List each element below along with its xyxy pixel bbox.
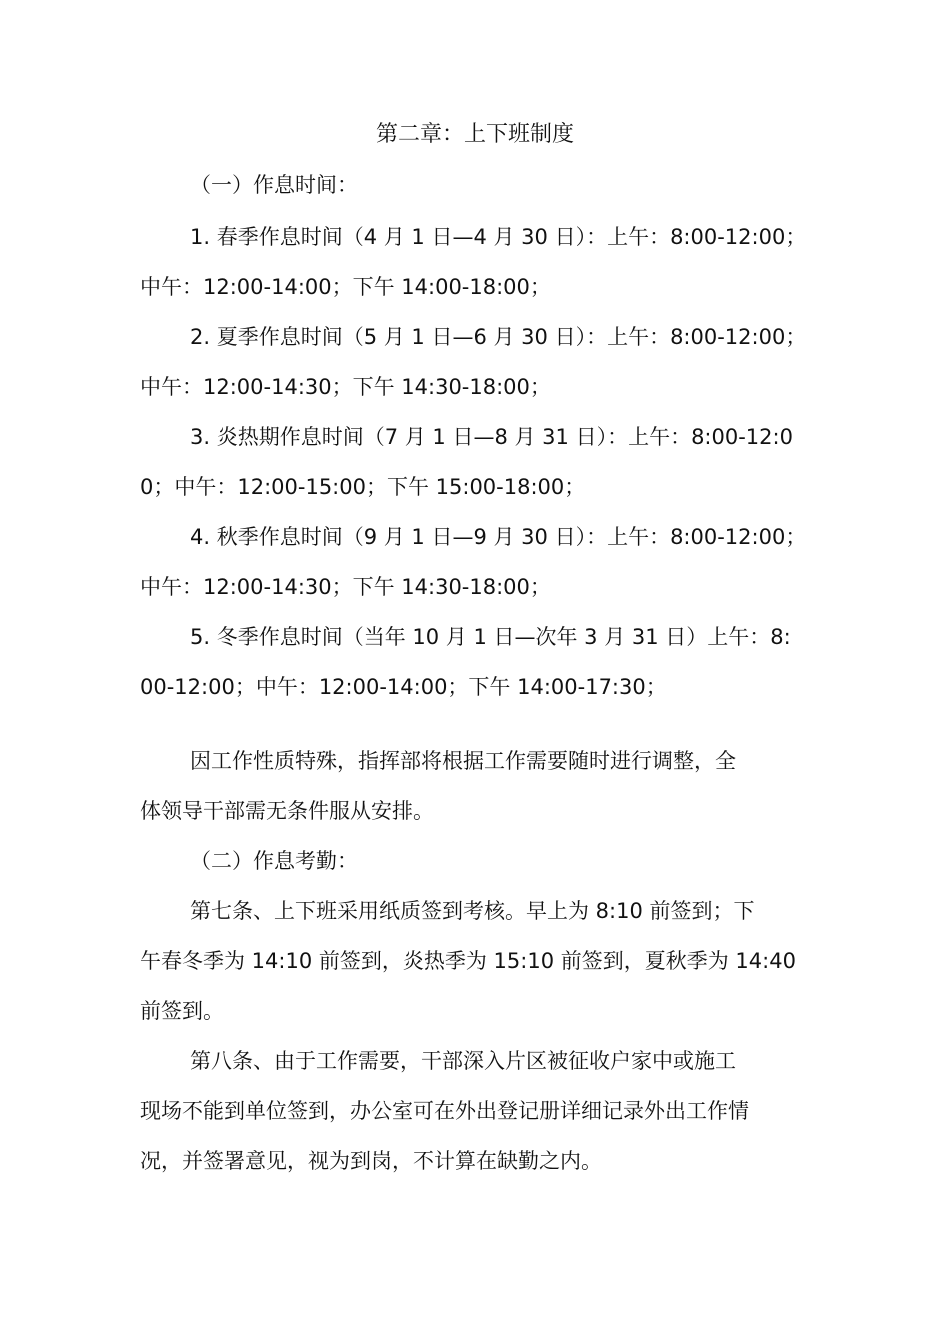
chapter-title: 第二章：上下班制度 xyxy=(375,122,574,147)
hot-season-schedule-line-2: 0；中午：12:00-15:00；下午 15:00-18:00； xyxy=(140,475,586,499)
section-heading-schedule: （一）作息时间： xyxy=(190,173,358,197)
section-heading-attendance: （二）作息考勤： xyxy=(190,849,358,873)
article-8-line-1: 第八条、由于工作需要，干部深入片区被征收户家中或施工 xyxy=(190,1049,736,1073)
summer-schedule-line-1: 2. 夏季作息时间（5 月 1 日—6 月 30 日）：上午：8:00-12:00； xyxy=(190,325,807,349)
article-7-line-2: 午春冬季为 14:10 前签到，炎热季为 15:10 前签到，夏秋季为 14:40 xyxy=(140,949,796,973)
hot-season-schedule-line-1: 3. 炎热期作息时间（7 月 1 日—8 月 31 日）：上午：8:00-12:0 xyxy=(190,425,793,449)
article-8-line-3: 况，并签署意见，视为到岗，不计算在缺勤之内。 xyxy=(140,1149,602,1173)
spring-schedule-line-2: 中午：12:00-14:00；下午 14:00-18:00； xyxy=(140,275,551,299)
summer-schedule-line-2: 中午：12:00-14:30；下午 14:30-18:00； xyxy=(140,375,551,399)
winter-schedule-line-1: 5. 冬季作息时间（当年 10 月 1 日—次年 3 月 31 日）上午：8: xyxy=(190,625,791,649)
autumn-schedule-line-2: 中午：12:00-14:30；下午 14:30-18:00； xyxy=(140,575,551,599)
adjustment-note-line-2: 体领导干部需无条件服从安排。 xyxy=(140,799,434,823)
adjustment-note-line-1: 因工作性质特殊，指挥部将根据工作需要随时进行调整，全 xyxy=(190,749,736,773)
autumn-schedule-line-1: 4. 秋季作息时间（9 月 1 日—9 月 30 日）：上午：8:00-12:00； xyxy=(190,525,807,549)
winter-schedule-line-2: 00-12:00；中午：12:00-14:00；下午 14:00-17:30； xyxy=(140,675,667,699)
article-7-line-1: 第七条、上下班采用纸质签到考核。早上为 8:10 前签到；下 xyxy=(190,899,755,923)
article-7-line-3: 前签到。 xyxy=(140,999,224,1023)
article-8-line-2: 现场不能到单位签到，办公室可在外出登记册详细记录外出工作情 xyxy=(140,1099,749,1123)
spring-schedule-line-1: 1. 春季作息时间（4 月 1 日—4 月 30 日）：上午：8:00-12:00； xyxy=(190,225,807,249)
